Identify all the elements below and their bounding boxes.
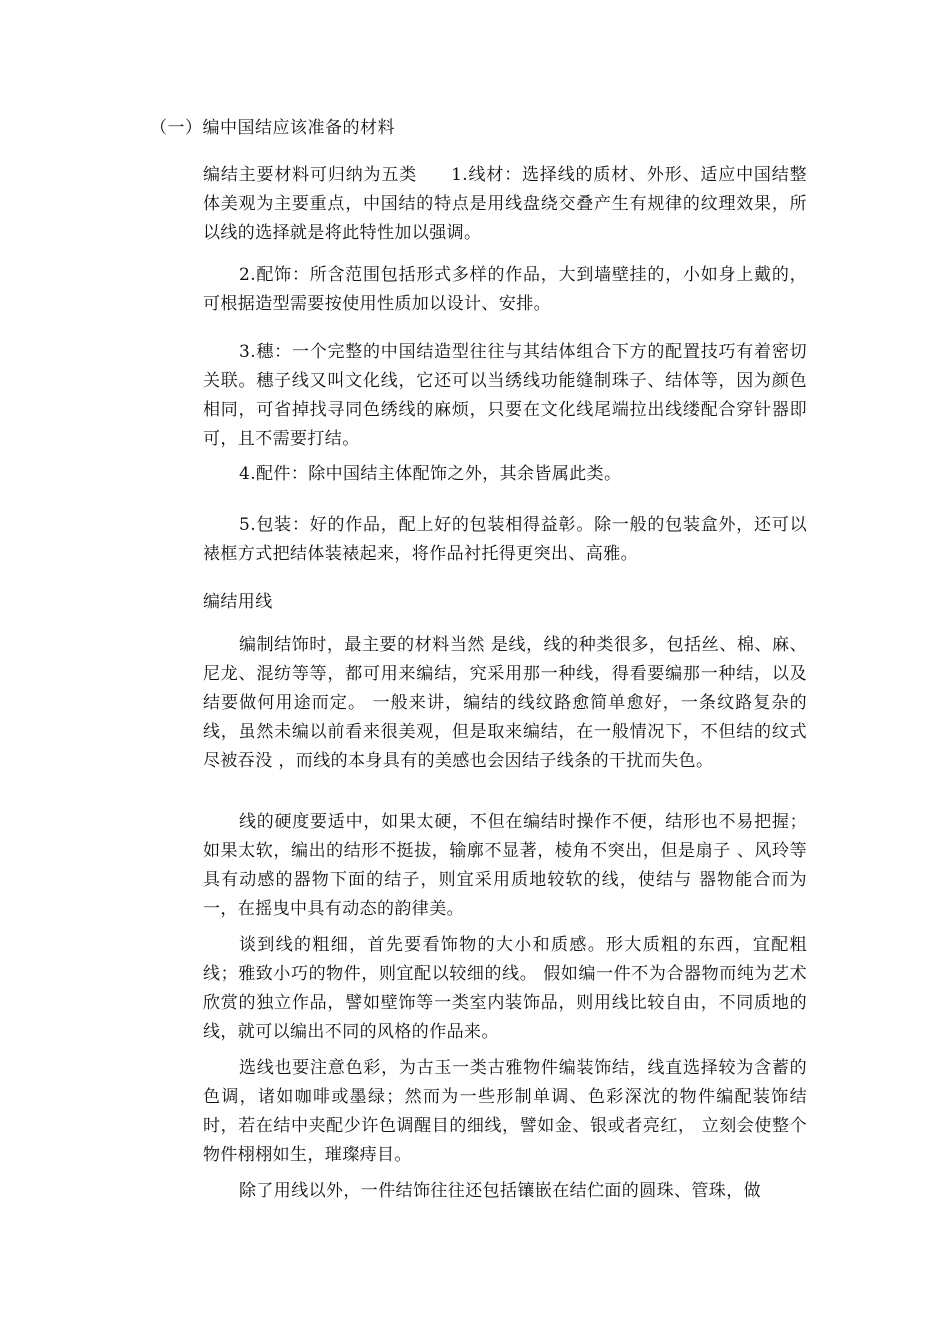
intro-paragraph <box>203 161 807 248</box>
intro-lead: 编结主要材料可归纳为五类 <box>203 165 418 185</box>
item-2-paragraph: 2.配饰：所含范围包括形式多样的作品，大到墙壁挂的，小如身上戴的，可根据造型需要按使用性质加以设计、安排。 <box>203 265 807 314</box>
intro-body: 1.线材：选择线的质材、外形、适应中国结整体美观为主要重点，中国结的特点是用线盘绕交叠产生有规律的纹理效果，所以线的选择就是将此特性加以强调。 <box>203 165 807 243</box>
item-3-paragraph: 3.穗：一个完整的中国结造型往往与其结体组合下方的配置技巧有着密切关联。穗子线又叫文化线，它还可以当绣线功能缝制珠子、结体等，因为颜色相同，可省掉找寻同色绣线的麻烦，只要在文化线尾端拉出线缕配合穿针器即可，且不需要打结。 <box>203 342 807 449</box>
body-paragraph-4: 选线也要注意色彩，为古玉一类古雅物件编装饰结，线直选择较为含蓄的色调，诸如咖啡或墨绿；然而为一些形制单调、色彩深沈的物件编配装饰结时，若在结中夹配少许色调醒目的细线，譬如金、银或者亮红， 立刻会使整个物件栩栩如生，璀璨痔目。 <box>203 1058 807 1165</box>
body-paragraph-3: 谈到线的粗细，首先要看饰物的大小和质感。形大质粗的东西，宜配粗线；雅致小巧的物件，则宜配以较细的线。 假如编一件不为合器物而纯为艺术欣赏的独立作品，譬如壁饰等一类室内装饰品，则用线比较自由，不同质地的线，就可以编出不同的风格的作品来。 <box>203 935 807 1042</box>
body-paragraph-5: 除了用线以外，一件结饰往往还包括镶嵌在结伫面的圆珠、管珠，做 <box>239 1181 761 1201</box>
subheading: 编结用线 <box>203 592 273 612</box>
body-paragraph-2: 线的硬度要适中，如果太硬，不但在编结时操作不便，结形也不易把握；如果太软，编出的结形不挺拔，输廓不显著，棱角不突出，但是扇子 、风玲等具有动感的器物下面的结子，则宜采用质地较软的线，使结与 器物能合而为一，在摇曳中具有动态的韵律美。 <box>203 812 807 919</box>
item-5-paragraph: 5.包装：好的作品，配上好的包装相得益彰。除一般的包装盒外，还可以裱框方式把结体装裱起来，将作品衬托得更突出、高雅。 <box>203 515 807 564</box>
item-4-paragraph: 4.配件：除中国结主体配饰之外，其余皆属此类。 <box>239 464 622 484</box>
body-paragraph-1: 编制结饰时，最主要的材料当然 是线，线的种类很多，包括丝、棉、麻、尼龙、混纺等等，都可用来编结，究采用那一种线，得看要编那一种结，以及结要做何用途而定。 一般来讲，编结的线纹路愈简单愈好，一条纹路复杂的线，虽然未编以前看来很美观，但是取来编结，在一般情况下，不但结的纹式尽被吞没 ，而线的本身具有的美感也会因结子线条的干扰而失色。 <box>203 635 807 771</box>
section-heading: （一）编中国结应该准备的材料 <box>150 118 395 138</box>
